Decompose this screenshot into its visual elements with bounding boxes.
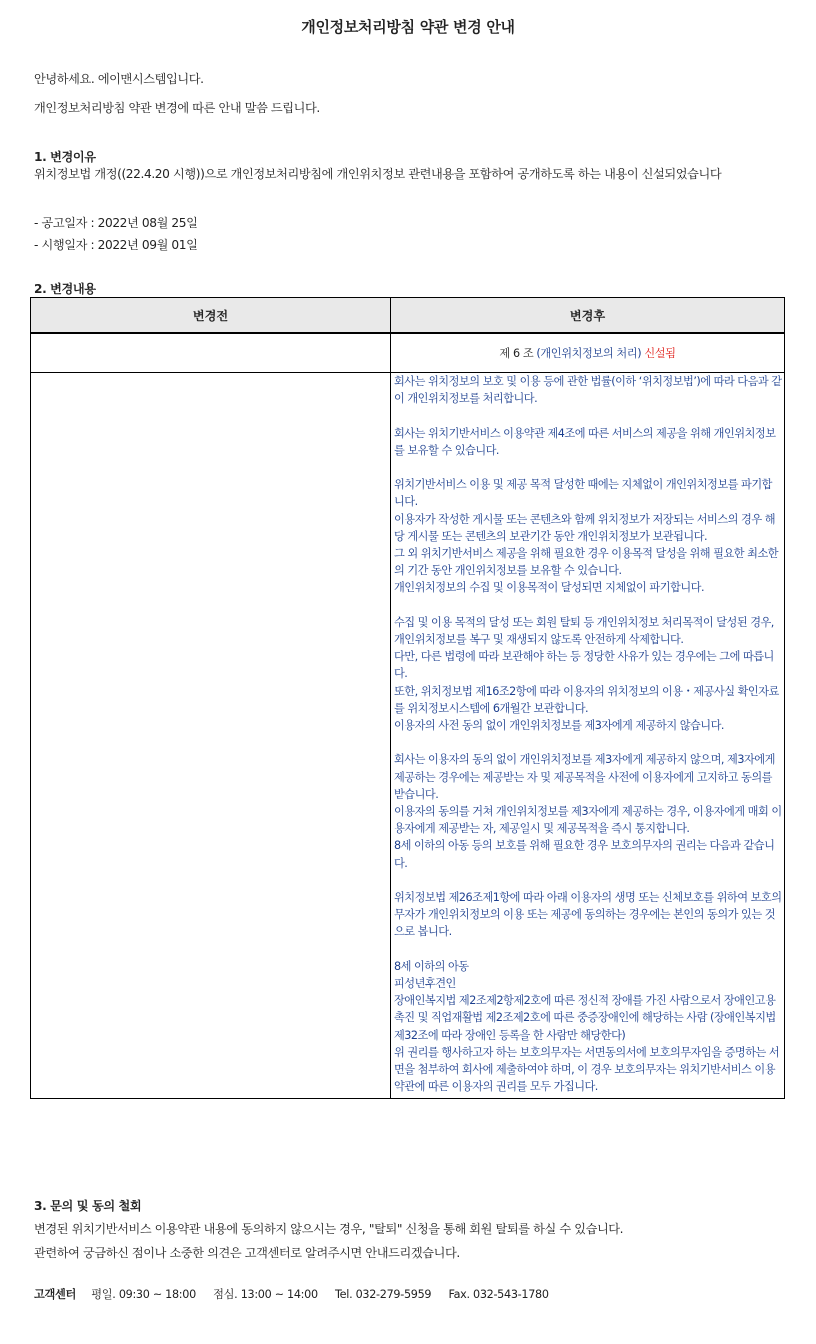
after-paragraph: 또한, 위치정보법 제16조2항에 따라 이용자의 위치정보의 이용・제공사실 확인자료를 위치정보시스템에 6개월간 보관합니다. bbox=[394, 684, 779, 715]
effective-date: - 시행일자 : 2022년 09월 01일 bbox=[34, 238, 198, 252]
after-paragraph: 회사는 위치기반서비스 이용약관 제4조에 따른 서비스의 제공을 위해 개인위치정보를 보유할 수 있습니다. bbox=[394, 426, 776, 457]
section2-heading: 2. 변경내용 bbox=[34, 282, 96, 296]
after-paragraph: 이용자가 작성한 게시물 또는 콘텐츠와 함께 위치정보가 저장되는 서비스의 경우 해당 게시물 또는 콘텐츠의 보관기간 동안 개인위치정보가 보관됩니다. bbox=[394, 512, 776, 543]
withdrawal-text: 변경된 위치기반서비스 이용약관 내용에 동의하지 않으시는 경우, "탈퇴" 신청을 통해 회원 탈퇴를 하실 수 있습니다. bbox=[34, 1222, 624, 1236]
after-content-cell bbox=[391, 373, 785, 1099]
after-paragraph: 이용자의 동의를 거쳐 개인위치정보를 제3자에게 제공하는 경우, 이용자에게 매회 이용자에게 제공받는 자, 제공일시 및 제공목적을 즉시 통지합니다. bbox=[394, 805, 782, 836]
weekday-hours: 평일. 09:30 ~ 18:00 bbox=[91, 1288, 196, 1301]
page-title: 개인정보처리방침 약관 변경 안내 bbox=[301, 18, 515, 36]
after-paragraph: 8세 이하의 아동 bbox=[394, 959, 469, 973]
comparison-table bbox=[30, 297, 785, 1099]
after-paragraph: 회사는 위치정보의 보호 및 이용 등에 관한 법률(이하 ‘위치정보법’)에 따라 다음과 같이 개인위치정보를 처리합니다. bbox=[394, 375, 782, 406]
customer-center-info bbox=[34, 1286, 549, 1302]
after-paragraph: 8세 이하의 아동 등의 보호를 위해 필요한 경우 보호의무자의 권리는 다음과 같습니다. bbox=[394, 839, 775, 870]
before-content-cell bbox=[31, 373, 391, 1099]
lunch-hours: 점심. 13:00 ~ 14:00 bbox=[213, 1288, 318, 1301]
after-paragraph: 위치정보법 제26조제1항에 따라 아래 이용자의 생명 또는 신체보호를 위하여 보호의무자가 개인위치정보의 이용 또는 제공에 동의하는 경우에는 본인의 동의가 있는 것으로 봅니다. bbox=[394, 891, 782, 939]
section1-body: 위치정보법 개정((22.4.20 시행))으로 개인정보처리방침에 개인위치정보 관련내용을 포함하여 공개하도록 하는 내용이 신설되었습니다 bbox=[34, 167, 722, 181]
paragraph-gap bbox=[394, 734, 782, 751]
customer-center-label: 고객센터 bbox=[34, 1288, 77, 1301]
column-before-header: 변경전 bbox=[31, 298, 391, 334]
after-paragraph: 이용자의 사전 동의 없이 개인위치정보를 제3자에게 제공하지 않습니다. bbox=[394, 719, 724, 733]
after-paragraph: 수집 및 이용 목적의 달성 또는 회원 탈퇴 등 개인위치정보 처리목적이 달성된 경우, 개인위치정보를 복구 및 재생되지 않도록 안전하게 삭제합니다. bbox=[394, 615, 774, 646]
section3-heading: 3. 문의 및 동의 철회 bbox=[34, 1199, 142, 1213]
before-article-cell bbox=[31, 333, 391, 373]
telephone: Tel. 032-279-5959 bbox=[335, 1288, 432, 1301]
section1-heading: 1. 변경이유 bbox=[34, 150, 96, 164]
greeting-text: 안녕하세요. 에이맨시스템입니다. bbox=[34, 72, 204, 86]
paragraph-gap bbox=[394, 597, 782, 614]
after-paragraph: 회사는 이용자의 동의 없이 개인위치정보를 제3자에게 제공하지 않으며, 제3자에게 제공하는 경우에는 제공받는 자 및 제공목적을 사전에 이용자에게 고지하고 동의를 받습니다. bbox=[394, 753, 775, 801]
after-paragraph: 피성년후견인 bbox=[394, 977, 456, 991]
paragraph-gap bbox=[394, 459, 782, 476]
article-status: 신설됨 bbox=[644, 347, 676, 360]
announce-date: - 공고일자 : 2022년 08월 25일 bbox=[34, 216, 198, 230]
after-paragraph: 장애인복지법 제2조제2항제2호에 따른 정신적 장애를 가진 사람으로서 장애인고용촉진 및 직업재활법 제2조제2호에 따른 중증장애인에 해당하는 사람 (장애인복지법 제32조에 따라 장애인 등록을 한 사람만 해당한다) bbox=[394, 994, 776, 1042]
after-paragraph: 그 외 위치기반서비스 제공을 위해 필요한 경우 이용목적 달성을 위해 필요한 최소한의 기간 동안 개인위치정보를 보유할 수 있습니다. bbox=[394, 547, 779, 578]
paragraph-gap bbox=[394, 872, 782, 889]
after-paragraph: 위치기반서비스 이용 및 제공 목적 달성한 때에는 지체없이 개인위치정보를 파기합니다. bbox=[394, 478, 772, 509]
contact-text: 관련하여 궁금하신 점이나 소중한 의견은 고객센터로 알려주시면 안내드리겠습니다. bbox=[34, 1246, 460, 1260]
paragraph-gap bbox=[394, 407, 782, 424]
column-after-header: 변경후 bbox=[391, 298, 785, 334]
after-paragraph: 위 권리를 행사하고자 하는 보호의무자는 서면동의서에 보호의무자임을 증명하는 서면을 첨부하여 회사에 제출하여야 하며, 이 경우 보호의무자는 위치기반서비스 이용약관에 따른 이용자의 권리를 모두 가집니다. bbox=[394, 1045, 780, 1094]
after-paragraph: 개인위치정보의 수집 및 이용목적이 달성되면 지체없이 파기합니다. bbox=[394, 581, 704, 595]
fax: Fax. 032-543-1780 bbox=[448, 1288, 549, 1301]
paragraph-gap bbox=[394, 941, 782, 958]
article-prefix: 제 6 조 bbox=[499, 347, 534, 360]
article-title: (개인위치정보의 처리) bbox=[536, 347, 642, 360]
after-paragraph: 다만, 다른 법령에 따라 보관해야 하는 등 정당한 사유가 있는 경우에는 그에 따릅니다. bbox=[394, 650, 774, 681]
notice-text: 개인정보처리방침 약관 변경에 따른 안내 말씀 드립니다. bbox=[34, 101, 320, 115]
after-article-cell bbox=[391, 333, 785, 373]
